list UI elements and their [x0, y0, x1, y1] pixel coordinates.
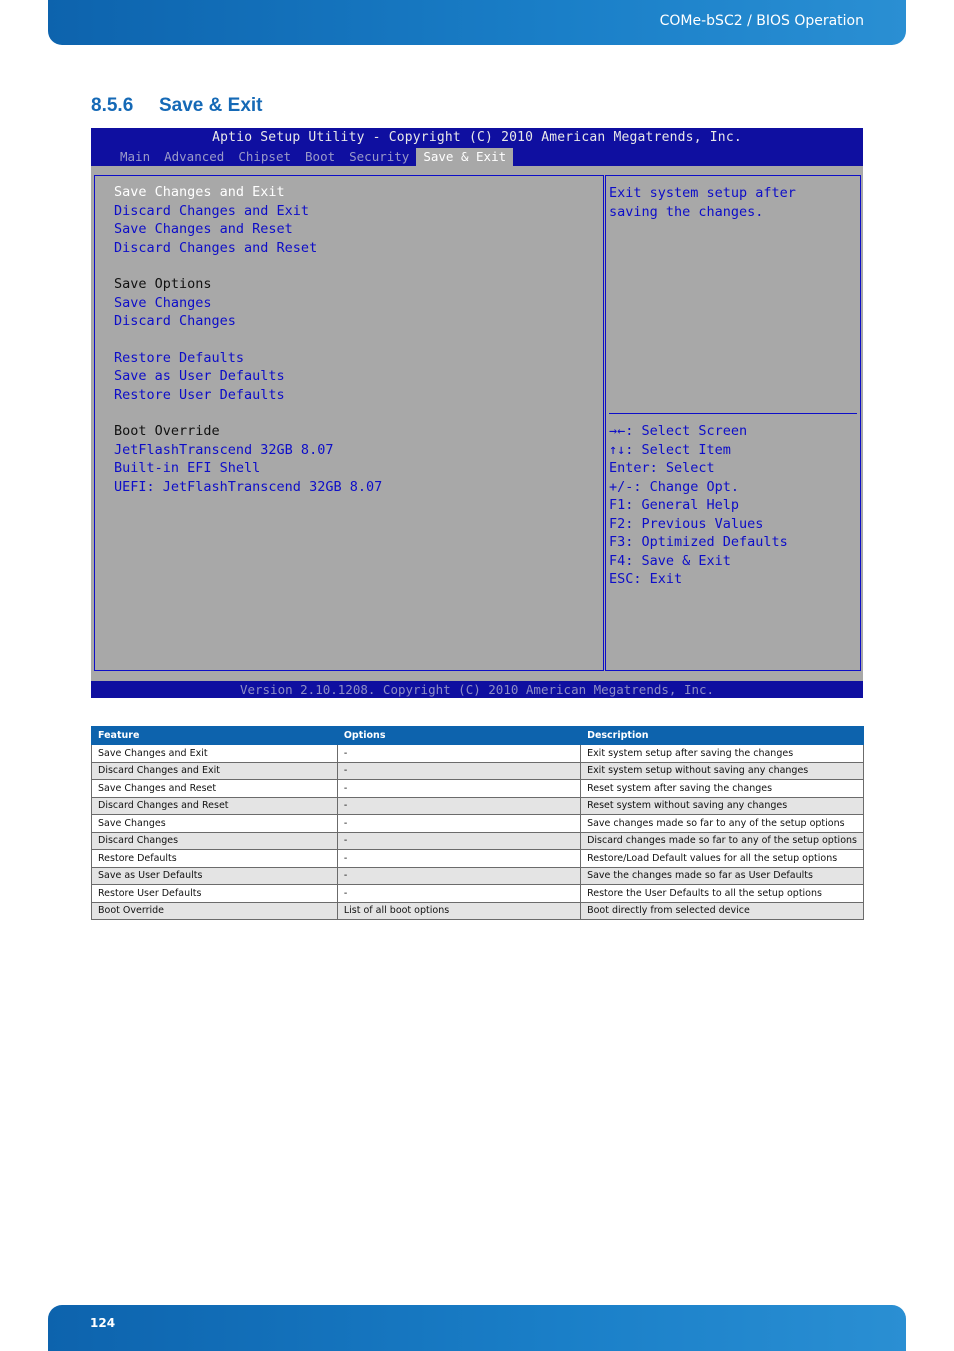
table-row [92, 780, 864, 798]
cell-feature: Save as User Defaults [92, 867, 338, 885]
bios-item-discard-changes-and-exit[interactable]: Discard Changes and Exit [114, 203, 310, 219]
cell-description: Save changes made so far to any of the setup options [581, 815, 864, 833]
bios-help-panel [605, 175, 861, 671]
bios-item-save-changes-and-exit[interactable]: Save Changes and Exit [114, 184, 285, 200]
bios-title: Aptio Setup Utility - Copyright (C) 2010 American Megatrends, Inc. [212, 130, 742, 145]
cell-feature: Discard Changes and Reset [92, 797, 338, 815]
tab-boot[interactable]: Boot [305, 149, 336, 164]
cell-options: - [337, 815, 580, 833]
table-row [92, 832, 864, 850]
tab-security[interactable]: Security [349, 149, 410, 164]
header-feature: Feature [92, 727, 338, 745]
table-row [92, 762, 864, 780]
bios-item-boot-jetflash[interactable]: JetFlashTranscend 32GB 8.07 [114, 442, 334, 458]
table-row [92, 745, 864, 763]
cell-description: Exit system setup after saving the changes [581, 745, 864, 763]
table-row [92, 815, 864, 833]
cell-feature: Boot Override [92, 902, 338, 920]
tab-main[interactable]: Main [120, 149, 151, 164]
bios-item-discard-changes-and-reset[interactable]: Discard Changes and Reset [114, 240, 318, 256]
bios-key-f1: F1: General Help [609, 497, 740, 513]
bios-item-boot-uefi-jetflash[interactable]: UEFI: JetFlashTranscend 32GB 8.07 [114, 479, 383, 495]
table-row [92, 867, 864, 885]
cell-description: Discard changes made so far to any of the setup options [581, 832, 864, 850]
cell-options: - [337, 850, 580, 868]
bios-group-save-options: Save Options [114, 276, 212, 292]
bios-item-save-changes-and-reset[interactable]: Save Changes and Reset [114, 221, 293, 237]
tab-chipset[interactable]: Chipset [238, 149, 292, 164]
section-heading [91, 95, 263, 117]
cell-feature: Save Changes and Reset [92, 780, 338, 798]
cell-feature: Discard Changes [92, 832, 338, 850]
cell-description: Reset system without saving any changes [581, 797, 864, 815]
page-header [48, 0, 906, 45]
bios-item-discard-changes[interactable]: Discard Changes [114, 313, 236, 329]
cell-feature: Save Changes [92, 815, 338, 833]
bios-key-f3: F3: Optimized Defaults [609, 534, 788, 550]
bios-key-esc: ESC: Exit [609, 571, 683, 587]
feature-table [91, 726, 864, 920]
bios-help-divider [609, 413, 857, 414]
bios-help-text: Exit system setup after saving the changes. [609, 185, 796, 220]
page-number: 124 [90, 1316, 116, 1330]
bios-key-select-screen: →←: Select Screen [609, 423, 748, 439]
bios-screen [91, 128, 863, 698]
bios-item-restore-defaults[interactable]: Restore Defaults [114, 350, 245, 366]
table-row [92, 797, 864, 815]
bios-key-enter: Enter: Select [609, 460, 715, 476]
cell-feature: Restore User Defaults [92, 885, 338, 903]
bios-body [91, 166, 863, 681]
cell-options: - [337, 745, 580, 763]
header-description: Description [581, 727, 864, 745]
cell-description: Save the changes made so far as User Defaults [581, 867, 864, 885]
section-title: Save & Exit [159, 95, 263, 116]
bios-key-f2: F2: Previous Values [609, 516, 764, 532]
cell-description: Reset system after saving the changes [581, 780, 864, 798]
cell-description: Restore the User Defaults to all the setup options [581, 885, 864, 903]
header-options: Options [337, 727, 580, 745]
page-footer [48, 1305, 906, 1351]
cell-feature: Discard Changes and Exit [92, 762, 338, 780]
document-title: COMe-bSC2 / BIOS Operation [659, 13, 864, 29]
section-number: 8.5.6 [91, 95, 134, 116]
table-header-row [92, 727, 864, 745]
cell-feature: Save Changes and Exit [92, 745, 338, 763]
cell-options: - [337, 780, 580, 798]
bios-item-save-changes[interactable]: Save Changes [114, 295, 212, 311]
cell-options: List of all boot options [337, 902, 580, 920]
bios-group-boot-override: Boot Override [114, 423, 220, 439]
bios-options-panel [94, 175, 604, 671]
bios-version-footer: Version 2.10.1208. Copyright (C) 2010 American Megatrends, Inc. [239, 682, 715, 697]
cell-feature: Restore Defaults [92, 850, 338, 868]
table-row [92, 885, 864, 903]
cell-description: Exit system setup without saving any changes [581, 762, 864, 780]
cell-options: - [337, 762, 580, 780]
table-row [92, 850, 864, 868]
bios-item-restore-user-defaults[interactable]: Restore User Defaults [114, 387, 285, 403]
bios-item-save-as-user-defaults[interactable]: Save as User Defaults [114, 368, 285, 384]
table-row [92, 902, 864, 920]
tab-advanced[interactable]: Advanced [164, 149, 225, 164]
cell-description: Boot directly from selected device [581, 902, 864, 920]
bios-key-f4: F4: Save & Exit [609, 553, 731, 569]
bios-item-boot-efi-shell[interactable]: Built-in EFI Shell [114, 460, 261, 476]
bios-key-change-opt: +/-: Change Opt. [609, 479, 740, 495]
tab-save-exit[interactable]: Save & Exit [416, 148, 513, 166]
cell-options: - [337, 867, 580, 885]
cell-options: - [337, 885, 580, 903]
bios-menu-bar [113, 148, 513, 166]
cell-options: - [337, 797, 580, 815]
cell-options: - [337, 832, 580, 850]
cell-description: Restore/Load Default values for all the setup options [581, 850, 864, 868]
bios-key-select-item: ↑↓: Select Item [609, 442, 731, 458]
